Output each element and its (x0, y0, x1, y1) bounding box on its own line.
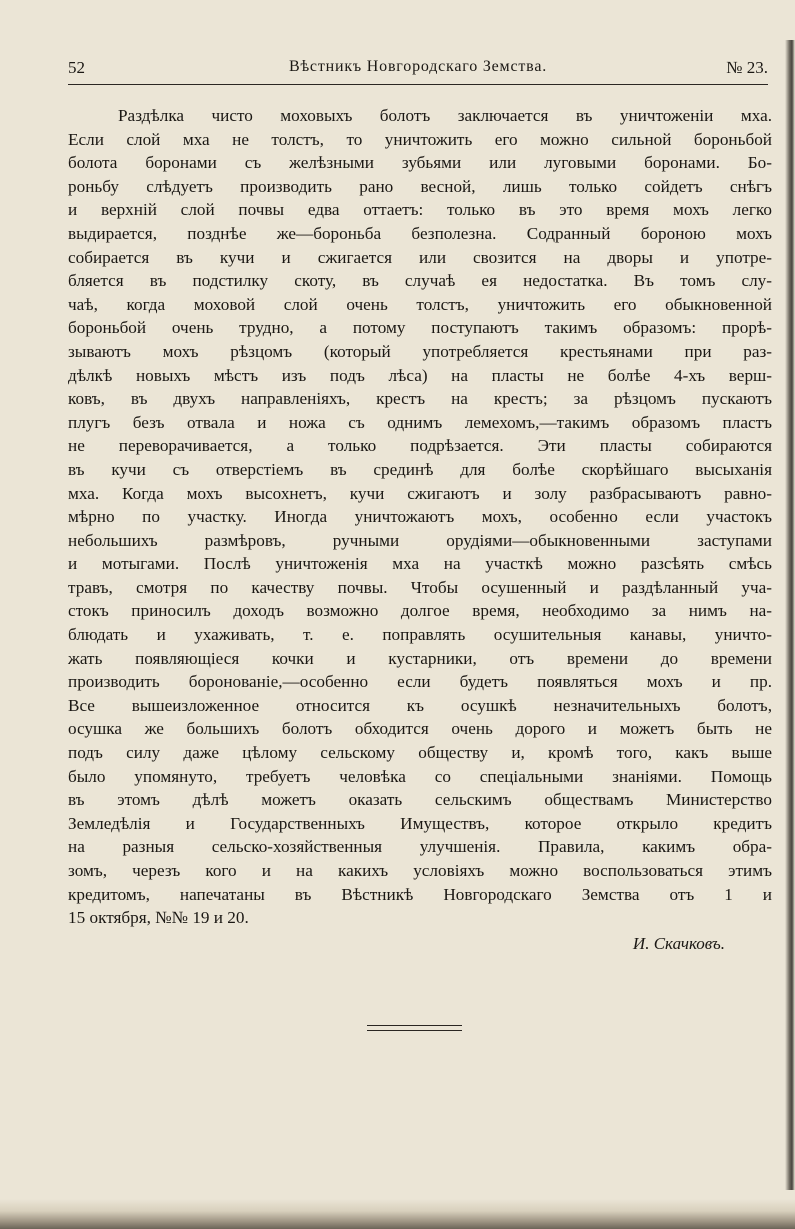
text-line: ковъ, въ двухъ направленіяхъ, крестъ на крестъ; за рѣзцомъ пускаютъ (68, 389, 772, 409)
text-line: въ кучи съ отверстіемъ въ срединѣ для болѣе скорѣйшаго высыханія (68, 459, 772, 479)
text-line: блюдать и ухаживать, т. е. поправлять осушительныя канавы, уничто- (68, 625, 772, 645)
text-line: на разныя сельско-хозяйственныя улучшенія. Правила, какимъ обра- (68, 837, 772, 857)
text-line: мха. Когда мохъ высохнетъ, кучи сжигаютъ и золу разбрасываютъ равно- (68, 483, 772, 503)
text-line: и мотыгами. Послѣ уничтоженія мха на участкѣ можно разсѣять смѣсь (68, 554, 772, 574)
page-edge-shadow (785, 40, 795, 1190)
text-line: зомъ, черезъ кого и на какихъ условіяхъ можно воспользоваться этимъ (68, 861, 772, 880)
page-header (68, 58, 768, 82)
text-line: небольшихъ размѣровъ, ручными орудіями—обыкновенными заступами (68, 530, 772, 550)
text-line: собирается въ кучи и сжигается или свозится на дворы и употре- (68, 247, 772, 267)
text-line: выдирается, позднѣе же—бороньба безполезна. Содранный бороною мохъ (68, 223, 772, 243)
text-line: роньбу слѣдуетъ производить рано весной, лишь только сойдетъ снѣгъ (68, 176, 772, 196)
text-line: болота боронами съ желѣзными зубьями или луговыми боронами. Бо- (68, 153, 772, 173)
author-signature: И. Скачковъ. (632, 934, 725, 953)
page-bottom-shadow (0, 1199, 795, 1229)
text-line: бляется въ подстилку скоту, въ случаѣ ея недостатка. Въ томъ слу- (68, 271, 772, 291)
text-line: травъ, смотря по качеству почвы. Чтобы осушенный и раздѣланный уча- (68, 577, 772, 597)
journal-title: Вѣстникъ Новгородскаго Земства. (288, 58, 548, 75)
text-line: Раздѣлка чисто моховыхъ болотъ заключается въ уничтоженіи мха. (118, 106, 772, 125)
text-line: Земледѣлія и Государственныхъ Имуществъ, которое открыло кредитъ (68, 813, 772, 833)
header-rule (68, 84, 768, 85)
end-ornament-rule (367, 1025, 462, 1026)
text-line: бороньбой очень трудно, а потому поступаютъ такимъ образомъ: прорѣ- (68, 318, 772, 338)
text-line: мѣрно по участку. Иногда уничтожаютъ мохъ, особенно если участокъ (68, 507, 772, 527)
text-line: Если слой мха не толстъ, то уничтожить его можно сильной бороньбой (68, 129, 772, 149)
text-line: 15 октября, №№ 19 и 20. (68, 908, 249, 928)
text-line: подъ силу даже цѣлому сельскому обществу и, кромѣ того, какъ выше (68, 743, 772, 763)
text-line: чаѣ, когда моховой слой очень толстъ, уничтожить его обыкновенной (68, 294, 772, 314)
issue-number: № 23. (726, 58, 768, 77)
text-line: Все вышеизложенное относится къ осушкѣ незначительныхъ болотъ, (68, 695, 772, 715)
body-paragraph (68, 104, 772, 930)
text-line: зываютъ мохъ рѣзцомъ (который употребляется крестьянами при раз- (68, 341, 772, 361)
text-line: стокъ приносилъ доходъ возможно долгое время, необходимо за нимъ на- (68, 601, 772, 621)
text-line: производить боронованіе,—особенно если будетъ появляться мохъ и пр. (68, 672, 772, 692)
text-line: было упомянуто, требуетъ человѣка со спеціальными знаніями. Помощь (68, 766, 772, 786)
text-line: и верхній слой почвы едва оттаетъ: только въ это время мохъ легко (68, 200, 772, 220)
text-line: не переворачивается, а только подрѣзается. Эти пласты собираются (68, 436, 772, 456)
text-line: осушка же большихъ болотъ обходится очень дорого и можетъ быть не (68, 719, 772, 739)
text-line: дѣлкѣ новыхъ мѣстъ изъ подъ лѣса) на пласты не болѣе 4-хъ верш- (68, 365, 772, 385)
text-line: кредитомъ, напечатаны въ Вѣстникѣ Новгородскаго Земства отъ 1 и (68, 884, 772, 904)
text-line: жать появляющіеся кочки и кустарники, отъ времени до времени (68, 648, 772, 668)
page-number: 52 (68, 58, 85, 77)
end-ornament-rule (367, 1030, 462, 1031)
text-line: плугъ безъ отвала и ножа съ однимъ лемехомъ,—такимъ образомъ пластъ (68, 412, 772, 432)
text-line: въ этомъ дѣлѣ можетъ оказать сельскимъ обществамъ Министерство (68, 790, 772, 810)
